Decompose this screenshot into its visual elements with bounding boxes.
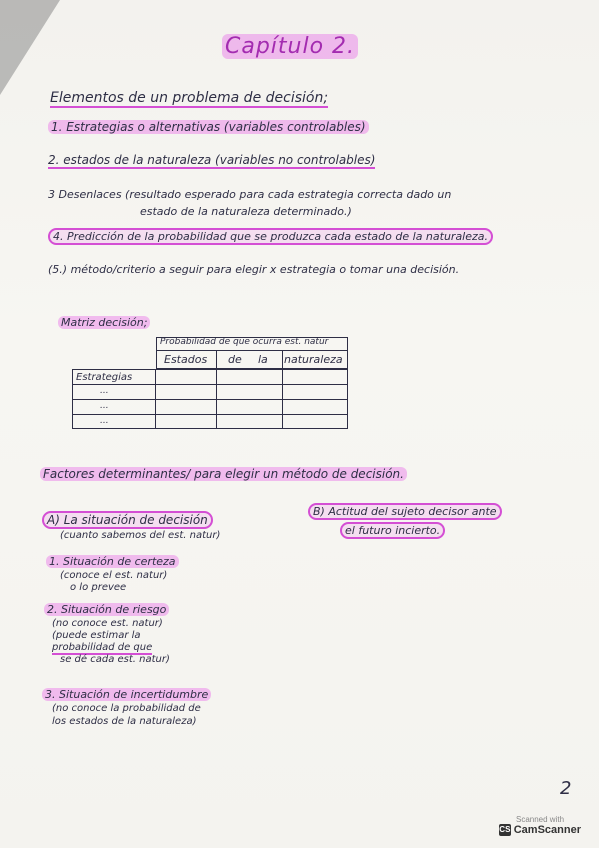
scanned-with-text: Scanned with [515, 815, 565, 824]
matrix-header-col-2: de [228, 353, 242, 366]
situacion-1-l2: o lo prevee [70, 582, 127, 593]
elementos-heading: Elementos de un problema de decisión; [50, 90, 329, 106]
situacion-2-l1: (no conoce est. natur) [52, 618, 163, 629]
matrix-header-col-1: Estados [164, 353, 208, 366]
matrix-row-div-3 [72, 414, 348, 415]
factores-heading: Factores determinantes/ para elegir un método de decisión. [40, 467, 407, 481]
factor-b-line-1: B) Actitud del sujeto decisor ante [308, 505, 502, 518]
matrix-dots-1: ... [100, 386, 109, 396]
page-title: Capítulo 2. [222, 34, 358, 59]
situacion-1-l1: (conoce el est. natur) [60, 570, 168, 581]
matrix-col-div-1 [216, 350, 217, 429]
situacion-2-l2: (puede estimar la [52, 630, 141, 641]
matrix-row-label: Estrategias [76, 372, 133, 383]
item-4: 4. Predicción de la probabilidad que se produzca cada estado de la naturaleza. [48, 230, 493, 243]
camscanner-watermark [499, 815, 581, 836]
matrix-row-div-2 [72, 399, 348, 400]
matrix-row-div-1 [72, 384, 348, 385]
page-corner-shadow [0, 0, 60, 95]
situacion-2-l3: probabilidad de que [52, 642, 153, 653]
situacion-3-l2: los estados de la naturaleza) [52, 716, 197, 727]
factor-a-sub: (cuanto sabemos del est. natur) [60, 530, 221, 541]
decision-matrix [72, 337, 350, 431]
factor-b-line-2: el futuro incierto. [340, 524, 445, 537]
situacion-2-title: 2. Situación de riesgo [44, 603, 169, 616]
camscanner-logo-icon: CS [499, 825, 511, 834]
situacion-1-title: 1. Situación de certeza [46, 555, 179, 568]
matrix-dots-2: ... [100, 401, 109, 411]
matrix-col-div-2 [282, 350, 283, 429]
matrix-top-caption: Probabilidad de que ocurra est. natur [160, 337, 329, 347]
page-number: 2 [560, 778, 572, 799]
situacion-3-l1: (no conoce la probabilidad de [52, 703, 201, 714]
matriz-heading: Matriz decisión; [58, 316, 150, 329]
matrix-header-col-3: la [258, 353, 268, 366]
matrix-dots-3: ... [100, 416, 109, 426]
situacion-3-title: 3. Situación de incertidumbre [42, 688, 211, 701]
matrix-header-col-4: naturaleza [284, 353, 343, 366]
item-1: 1. Estrategias o alternativas (variables controlables) [48, 120, 369, 134]
item-2: 2. estados de la naturaleza (variables no controlables) [48, 153, 376, 167]
item-5: (5.) método/criterio a seguir para elegir x estrategia o tomar una decisión. [48, 263, 460, 276]
item-3-line-1: 3 Desenlaces (resultado esperado para cada estrategia correcta dado un [48, 188, 452, 201]
camscanner-brand-text: CamScanner [513, 824, 581, 836]
factor-a-label: A) La situación de decisión [42, 513, 213, 527]
item-3-line-2: estado de la naturaleza determinado.) [140, 205, 352, 218]
camscanner-brand [499, 824, 581, 836]
situacion-2-l4: se dé cada est. natur) [60, 654, 170, 665]
